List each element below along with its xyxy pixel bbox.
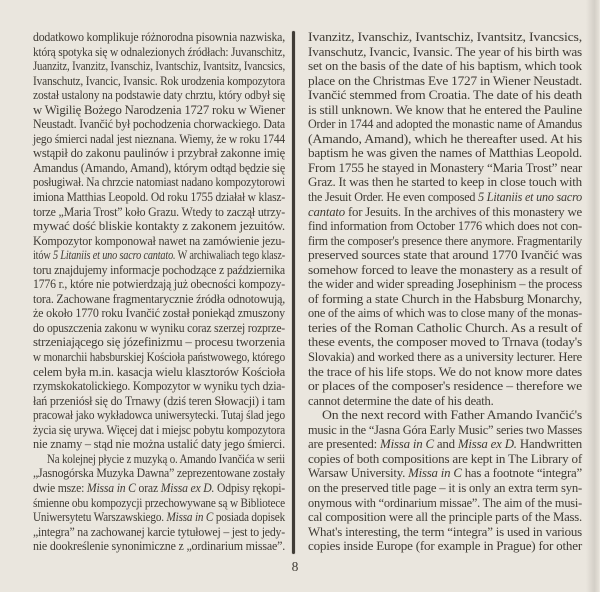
text-line-content: nie dookreślenie synonimiczne z „ordinarium missae”. — [33, 539, 285, 554]
text-line-content: Slovakia) and worked there as a university lecturer. Here — [308, 350, 582, 365]
text-line-content: rzymskokatolickiego. Kompozytor w wyniku tych dzia- — [33, 379, 285, 394]
text-line-content: w monarchii habsburskiej Kościoła państwowego, którego — [33, 350, 285, 365]
text-line-content: find information from October 1776 which does not con- — [308, 219, 582, 234]
text-line — [308, 437, 582, 452]
text-line — [308, 103, 582, 118]
text-line — [33, 175, 285, 190]
text-line-content: łań przeniósł się do Trnawy (dziś teren Słowacji) i tam — [33, 393, 285, 408]
text-line-content: cal composition were all the principle parts of the Mass. — [308, 510, 582, 525]
text-line-content: że około 1770 roku Ivančić został poniekąd zmuszony — [33, 306, 285, 321]
text-line-content: „integra” na zachowanej karcie tytułowej – jest to jedy- — [33, 524, 285, 539]
text-line — [308, 117, 582, 132]
text-line — [308, 379, 582, 394]
text-line — [308, 219, 582, 234]
text-line — [33, 394, 285, 409]
text-line-content: torze „Maria Trost” koło Grazu. Wtedy to zaczął utrzy- — [33, 204, 285, 219]
text-line-content: From 1755 he stayed in Monastery “Maria Trost” near — [308, 160, 582, 175]
text-line-content: nie znamy – stąd nie można ustalić daty jego śmierci. — [33, 437, 285, 452]
text-line-content: What's interesting, the term “integra” is used in various — [308, 524, 582, 539]
text-line — [308, 161, 582, 176]
text-line — [33, 306, 285, 321]
text-line — [33, 496, 285, 511]
text-line — [33, 437, 285, 452]
text-line — [33, 234, 285, 249]
text-line — [33, 525, 285, 540]
text-line — [33, 132, 285, 147]
text-line-content: place on the Christmas Eve 1727 in Wiener Neustadt. — [308, 73, 582, 88]
text-line-content: onymous with “ordinarium missae”. The aim of the musi- — [308, 495, 582, 510]
text-line — [33, 466, 285, 481]
text-line-content: Na kolejnej płycie z muzyką o. Amando Ivančića w serii — [47, 451, 285, 466]
text-line — [308, 539, 582, 554]
text-line — [33, 321, 285, 336]
text-line-content: cantato for Jesuits. In the archives of this monastery we — [308, 204, 582, 219]
text-line-content: cannot determine the date of his death. — [308, 393, 494, 408]
text-line — [308, 481, 582, 496]
text-line — [308, 175, 582, 190]
text-line-content: imiona Matthias Leopold. Od roku 1755 działał w klasz- — [33, 190, 285, 205]
text-line-content: copies of both compositions are kept in The Library of — [308, 451, 582, 466]
text-line — [308, 321, 582, 336]
text-line — [308, 335, 582, 350]
text-line-content: set on the basis of the date of his baptism, which took — [308, 59, 582, 74]
text-line-content: firm the composer's presence there anymore. Fragmentarily — [308, 233, 582, 248]
text-line — [33, 365, 285, 380]
text-line-content: baptism he was given the names of Matthias Leopold. — [308, 146, 582, 161]
text-line-content: teries of the Roman Catholic Church. As a result of — [308, 320, 582, 335]
text-line-content: the wider and wider spreading Josephinism – the process — [308, 277, 582, 292]
column-english-text — [308, 30, 582, 554]
text-line-content: Graz. It was then he started to keep in close touch with — [308, 175, 582, 190]
text-line — [308, 88, 582, 103]
text-line — [33, 74, 285, 89]
text-line — [33, 161, 285, 176]
text-line-content: itów 5 Litaniis et uno sacro cantato. W archiwaliach tego klasz- — [33, 248, 285, 263]
text-line — [308, 30, 582, 45]
text-line — [33, 117, 285, 132]
text-line — [308, 146, 582, 161]
text-line — [33, 350, 285, 365]
text-line — [308, 306, 582, 321]
text-line — [308, 277, 582, 292]
text-line-content: do opuszczenia zakonu w wyniku coraz szerzej rozprze- — [33, 320, 285, 335]
text-line-content: Ivanschutz, Ivancic, Ivansic. Rok urodzenia kompozytora — [33, 73, 285, 88]
column-divider-rule — [292, 31, 295, 554]
text-line — [308, 394, 582, 409]
text-line-content: Neustadt. Ivančić był pochodzenia chorwackiego. Data — [33, 117, 285, 132]
text-line-content: pracował jako wykładowca uniwersytecki. Tutaj ślad jego — [33, 408, 285, 423]
text-line — [33, 263, 285, 278]
text-line-content: Order in 1744 and adopted the monastic name of Amandus — [308, 117, 582, 132]
text-line — [33, 292, 285, 307]
text-line — [308, 74, 582, 89]
text-line-content: copies inside Europe (for example in Prague) for other — [308, 539, 582, 554]
text-line-content: śmienne obu kompozycji przechowywane są w Bibliotece — [33, 495, 285, 510]
text-line-content: wstąpił do zakonu paulinów i przybrał zakonne imię — [33, 146, 285, 161]
text-line — [33, 452, 285, 467]
text-line-content: somehow forced to leave the monastery as a result of — [308, 262, 582, 277]
text-line-content: or places of the composer's residence – therefore we — [308, 379, 582, 394]
text-line-content: of forming a state Church in the Habsburg Monarchy, — [308, 291, 582, 306]
text-line-content: on the preserved title page – it is only an extra term syn- — [308, 480, 582, 495]
text-line — [33, 103, 285, 118]
text-line-content: posługiwał. Na chrzcie natomiast nadano kompozytorowi — [33, 175, 285, 190]
text-line — [308, 510, 582, 525]
text-line-content: the Jesuit Order. He even composed 5 Litaniis et uno sacro — [308, 190, 582, 205]
text-line — [33, 59, 285, 74]
text-line-content: On the next record with Father Amando Ivančić's — [322, 408, 582, 423]
text-line — [33, 45, 285, 60]
text-line-content: którą spotyka się w odnalezionych źródłach: Juvanschitz, — [33, 44, 285, 59]
text-line — [33, 539, 285, 554]
text-line-content: Kompozytor komponował nawet na zamówienie jezu- — [33, 233, 285, 248]
text-line — [33, 190, 285, 205]
text-line — [308, 263, 582, 278]
text-line — [308, 190, 582, 205]
text-line — [33, 205, 285, 220]
text-line-content: tora. Zachowane fragmentarycznie źródła odnotowują, — [33, 291, 285, 306]
text-line-content: dwie msze: Missa in C oraz Missa ex D. Odpisy rękopi- — [33, 480, 285, 495]
text-line — [33, 408, 285, 423]
text-line — [33, 248, 285, 263]
text-line-content: w Wigilię Bożego Narodzenia 1727 roku w Wiener — [33, 102, 285, 117]
text-line — [33, 423, 285, 438]
text-line — [308, 205, 582, 220]
text-line-content: music in the “Jasna Góra Early Music” series two Masses — [308, 422, 582, 437]
text-line-content: został ustalony na podstawie daty chrztu, który odbył się — [33, 88, 285, 103]
text-line-content: 1776 r., które nie potwierdzają już obecności kompozy- — [33, 277, 285, 292]
text-line-content: „Jasnogórska Muzyka Dawna” zeprezentowane zostały — [33, 466, 285, 481]
text-line — [308, 452, 582, 467]
text-line-content: Ivanzitz, Ivanschiz, Ivantschiz, Ivantsitz, Ivancsics, — [308, 30, 582, 44]
text-line — [308, 525, 582, 540]
text-line — [33, 481, 285, 496]
text-line-content: the trace of his life stops. We do not know more dates — [308, 364, 582, 379]
text-line — [308, 408, 582, 423]
text-line-content: Ivančić stemmed from Croatia. The date of his death — [308, 88, 582, 103]
text-line-content: Juanzitz, Ivanzitz, Ivanschiz, Ivantschiz, Ivantsitz, Ivancsics, — [33, 59, 285, 74]
scan-edge-shadow — [586, 0, 599, 592]
text-line — [33, 219, 285, 234]
text-line — [308, 234, 582, 249]
text-line-content: Warsaw University. Missa in C has a footnote “integra” — [308, 466, 582, 481]
text-line-content: mywać dość bliskie kontakty z zakonem jezuitów. — [33, 219, 285, 234]
text-line — [308, 59, 582, 74]
text-line — [308, 45, 582, 60]
text-line — [33, 88, 285, 103]
text-line — [308, 365, 582, 380]
text-line-content: strzeniającego się józefinizmu – procesu tworzenia — [33, 335, 285, 350]
text-line-content: celem była m.in. kasacja wielu klasztorów Kościoła — [33, 364, 285, 379]
text-line-content: one of the aims of which was to close many of the monas- — [308, 306, 582, 321]
text-line — [308, 132, 582, 147]
text-line — [33, 335, 285, 350]
text-line — [33, 30, 285, 45]
text-line-content: życia się urywa. Więcej dat i miejsc pobytu kompozytora — [33, 422, 285, 437]
text-line — [308, 350, 582, 365]
text-line-content: toru znajdujemy informacje pochodzące z października — [33, 262, 285, 277]
text-line-content: dodatkowo komplikuje różnorodna pisownia nazwiska, — [33, 30, 285, 44]
text-line — [308, 292, 582, 307]
text-line-content: Uniwersytetu Warszawskiego. Missa in C posiada dopisek — [33, 510, 285, 525]
text-line-content: are presented: Missa in C and Missa ex D. Handwritten — [308, 437, 582, 452]
text-line — [308, 248, 582, 263]
text-line — [308, 466, 582, 481]
text-line-content: Ivanschutz, Ivancic, Ivansic. The year of his birth was — [308, 44, 582, 59]
text-line — [33, 379, 285, 394]
text-line — [308, 423, 582, 438]
text-line — [33, 146, 285, 161]
page-number: 8 — [291, 559, 299, 574]
text-line-content: (Amando, Amand), which he thereafter used. At his — [308, 131, 582, 146]
text-line — [33, 510, 285, 525]
text-line-content: is still unknown. We know that he entered the Pauline — [308, 102, 582, 117]
column-polish-text — [33, 30, 285, 554]
text-line-content: Amandus (Amando, Amand), którym odtąd będzie się — [33, 160, 285, 175]
text-line-content: these events, the composer moved to Trnava (today's — [308, 335, 582, 350]
text-line-content: jego śmierci nadal jest nieznana. Wiemy, że w roku 1744 — [33, 131, 285, 146]
text-line — [308, 496, 582, 511]
text-line-content: preserved sources state that around 1770 Ivančić was — [308, 248, 582, 263]
text-line — [33, 277, 285, 292]
